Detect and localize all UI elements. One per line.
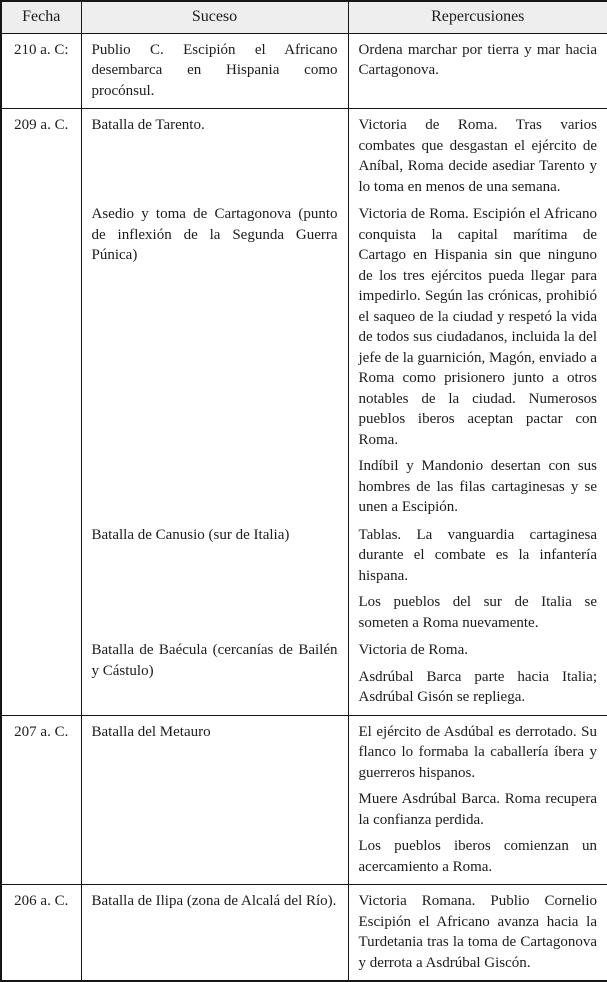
header-row bbox=[1, 1, 607, 33]
repercusiones-cell bbox=[348, 33, 607, 109]
repercusiones-cell bbox=[348, 885, 607, 982]
fecha-cell bbox=[1, 715, 81, 885]
repercusion-text: Victoria Romana. Publio Cornelio Escipión el Africano avanza hacia la Turdetania tras la toma de Cartagonova y derrota a Asdrúbal Giscón. bbox=[358, 893, 597, 971]
table-subrow bbox=[1, 640, 607, 715]
fecha-cell bbox=[1, 33, 81, 109]
table-subrow bbox=[1, 204, 607, 525]
header-fecha: Fecha bbox=[1, 1, 81, 33]
repercusion-text: Victoria de Roma. Tras varios combates que desgastan el ejército de Aníbal, Roma decide asediar Tarento y lo toma en menos de una semana. bbox=[358, 117, 597, 195]
table-row bbox=[1, 885, 607, 982]
header-repercusiones: Repercusiones bbox=[348, 1, 607, 33]
suceso-cell bbox=[81, 640, 348, 715]
fecha-value: 207 a. C. bbox=[14, 723, 69, 740]
repercusion-text: Ordena marchar por tierra y mar hacia Cartagonova. bbox=[358, 41, 597, 78]
repercusiones-cell bbox=[348, 525, 607, 641]
repercusiones-cell bbox=[348, 640, 607, 715]
suceso-text: Batalla de Canusio (sur de Italia) bbox=[91, 526, 290, 543]
suceso-cell bbox=[81, 525, 348, 641]
fecha-cell bbox=[1, 109, 81, 716]
table-subrow bbox=[1, 525, 607, 641]
repercusion-text: El ejército de Asdúbal es derrotado. Su flanco lo formaba la caballería íbera y guerreros hispanos. bbox=[358, 723, 597, 781]
suceso-text: Batalla de Tarento. bbox=[91, 117, 205, 133]
suceso-text: Asedio y toma de Cartagonova (punto de inflexión de la Segunda Guerra Púnica) bbox=[91, 206, 338, 263]
repercusion-text: Los pueblos del sur de Italia se someten a Roma nuevamente. bbox=[358, 594, 597, 631]
table-row bbox=[1, 109, 607, 205]
repercusiones-cell bbox=[348, 109, 607, 205]
fecha-value: 206 a. C. bbox=[14, 893, 69, 909]
table-row bbox=[1, 33, 607, 109]
suceso-text: Publio C. Escipión el Africano desembarca en Hispania como procónsul. bbox=[91, 41, 338, 99]
suceso-cell bbox=[81, 204, 348, 525]
fecha-value: 210 a. C: bbox=[13, 41, 69, 58]
suceso-cell bbox=[81, 715, 348, 885]
repercusion-text: Indíbil y Mandonio desertan con sus hombres de las filas cartaginesas y se unen a Escipión. bbox=[358, 458, 597, 515]
repercusion-text: Asdrúbal Barca parte hacia Italia; Asdrúbal Gisón se repliega. bbox=[358, 668, 597, 705]
suceso-text: Batalla de Baécula (cercanías de Bailén y Cástulo) bbox=[91, 642, 338, 679]
repercusion-text: Muere Asdrúbal Barca. Roma recupera la confianza perdida. bbox=[358, 791, 597, 828]
fecha-value: 209 a. C. bbox=[14, 117, 69, 133]
repercusion-text: Los pueblos iberos comienzan un acercamiento a Roma. bbox=[358, 838, 597, 875]
suceso-text: Batalla del Metauro bbox=[91, 723, 211, 740]
suceso-text: Batalla de Ilipa (zona de Alcalá del Río). bbox=[91, 893, 337, 909]
suceso-cell bbox=[81, 109, 348, 205]
table-row bbox=[1, 715, 607, 885]
repercusiones-cell bbox=[348, 204, 607, 525]
repercusiones-cell bbox=[348, 715, 607, 885]
suceso-cell bbox=[81, 885, 348, 982]
repercusion-text: Victoria de Roma. bbox=[358, 642, 468, 658]
repercusion-text: Victoria de Roma. Escipión el Africano conquista la capital marítima de Cartago en Hispania sin que ninguno de los tres ejércitos pueda llegar para impedirlo. Según las crónicas, prohibió el saqueo de la ciudad y respetó la vida de todos sus ciudadanos, incluida la del jefe de la guarnición, Magón, enviado a Roma como prisionero junto a otros notables de la ciudad. Numerosos pueblos iberos aceptan pactar con Roma. bbox=[358, 206, 597, 448]
fecha-cell bbox=[1, 885, 81, 982]
header-suceso: Suceso bbox=[81, 1, 348, 33]
suceso-cell bbox=[81, 33, 348, 109]
repercusion-text: Tablas. La vanguardia cartaginesa durante el combate es la infantería hispana. bbox=[358, 526, 597, 584]
